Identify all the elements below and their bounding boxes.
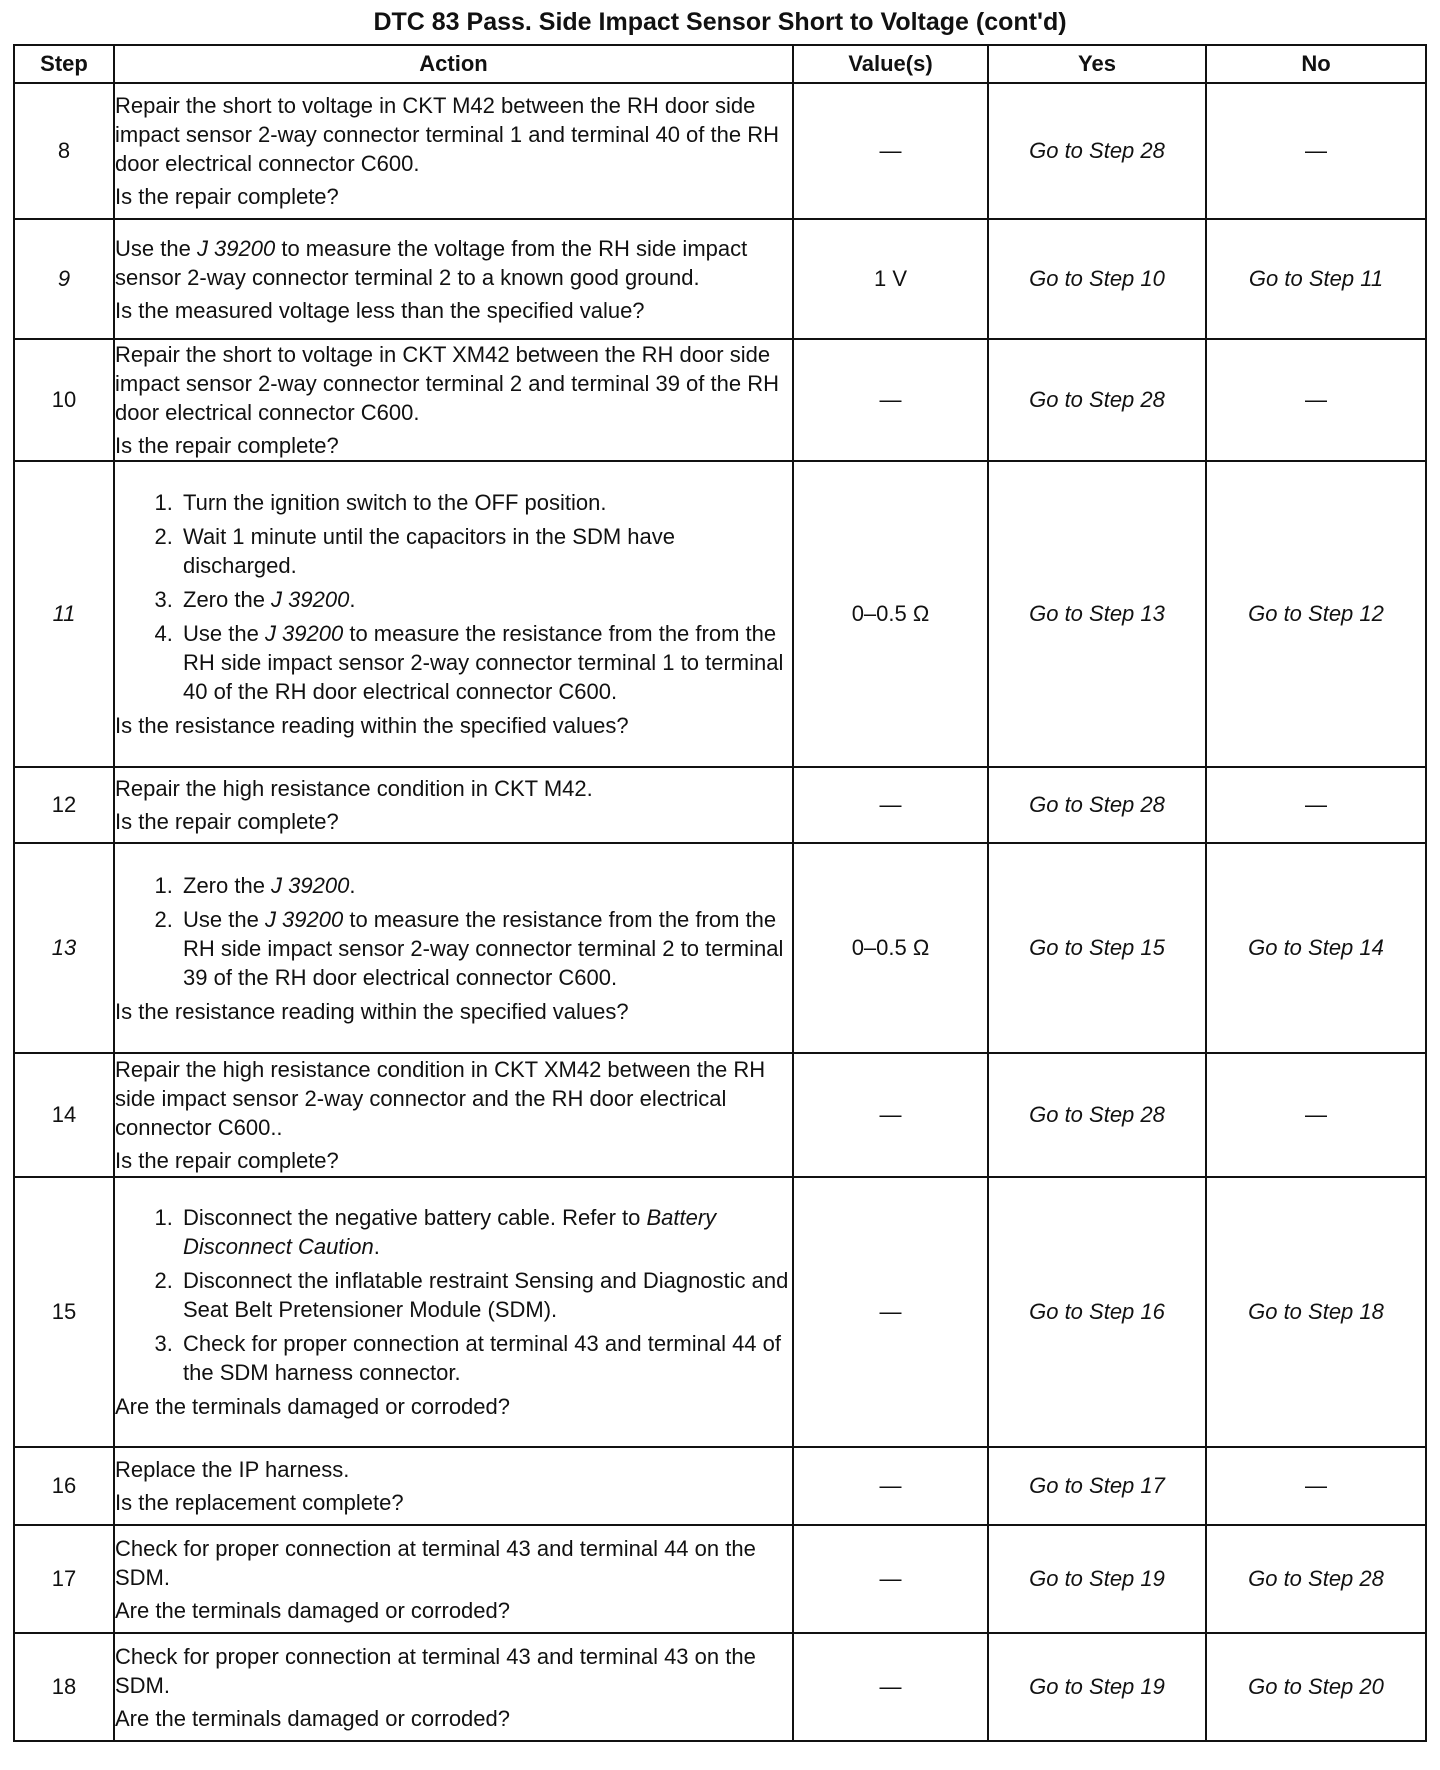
action-text: Check for proper connection at terminal 43 and terminal 44 on the SDM. bbox=[115, 1535, 756, 1590]
action-question: Are the terminals damaged or corroded? bbox=[115, 1394, 510, 1419]
no-cell: Go to Step 20 bbox=[1206, 1633, 1426, 1741]
procedure-list bbox=[115, 1203, 792, 1387]
action-question: Is the resistance reading within the specified values? bbox=[115, 713, 629, 738]
action-text bbox=[115, 234, 792, 292]
list-item bbox=[179, 1203, 792, 1261]
list-item bbox=[179, 619, 792, 706]
yes-cell: Go to Step 10 bbox=[988, 219, 1206, 339]
yes-cell: Go to Step 19 bbox=[988, 1633, 1206, 1741]
list-item-post: . bbox=[373, 1234, 380, 1259]
no-cell: — bbox=[1206, 83, 1426, 219]
action-cell bbox=[114, 219, 793, 339]
action-cell bbox=[114, 1633, 793, 1741]
yes-cell: Go to Step 28 bbox=[988, 767, 1206, 843]
table-row bbox=[14, 1447, 1426, 1525]
action-text: Repair the high resistance condition in CKT M42. bbox=[115, 776, 593, 801]
action-text: Replace the IP harness. bbox=[115, 1457, 350, 1482]
action-text-post: to measure the voltage from the RH side impact sensor 2-way connector terminal 2 to a known good ground. bbox=[115, 235, 748, 290]
table-row bbox=[14, 1053, 1426, 1177]
action-question: Is the replacement complete? bbox=[115, 1490, 404, 1515]
action-cell bbox=[114, 83, 793, 219]
action-question: Are the terminals damaged or corroded? bbox=[115, 1705, 510, 1731]
header-action: Action bbox=[114, 45, 793, 83]
value-cell: — bbox=[793, 1053, 988, 1177]
table-row bbox=[14, 843, 1426, 1053]
tool-reference: J 39200 bbox=[271, 587, 350, 612]
list-item-pre: Disconnect the negative battery cable. Refer to bbox=[183, 1205, 647, 1230]
action-cell bbox=[114, 1525, 793, 1633]
value-cell: 1 V bbox=[793, 219, 988, 339]
value-cell: — bbox=[793, 767, 988, 843]
action-cell bbox=[114, 1447, 793, 1525]
step-number: 12 bbox=[14, 767, 114, 843]
step-number: 16 bbox=[14, 1447, 114, 1525]
yes-cell: Go to Step 28 bbox=[988, 1053, 1206, 1177]
action-question: Is the measured voltage less than the specified value? bbox=[115, 297, 645, 323]
action-text-pre: Use the bbox=[115, 235, 197, 261]
step-number: 18 bbox=[14, 1633, 114, 1741]
action-cell bbox=[114, 339, 793, 461]
table-row bbox=[14, 767, 1426, 843]
action-cell bbox=[114, 1053, 793, 1177]
action-text: Check for proper connection at terminal 43 and terminal 43 on the SDM. bbox=[115, 1643, 756, 1698]
action-question: Is the repair complete? bbox=[115, 433, 339, 458]
list-item-pre: Zero the bbox=[183, 587, 272, 612]
value-cell: — bbox=[793, 339, 988, 461]
no-cell: Go to Step 28 bbox=[1206, 1525, 1426, 1633]
yes-cell: Go to Step 16 bbox=[988, 1177, 1206, 1447]
step-number: 8 bbox=[14, 83, 114, 219]
step-number: 15 bbox=[14, 1177, 114, 1447]
page-title: DTC 83 Pass. Side Impact Sensor Short to Voltage (cont'd) bbox=[373, 8, 1067, 36]
header-yes: Yes bbox=[988, 45, 1206, 83]
tool-reference: J 39200 bbox=[264, 621, 344, 646]
list-item-pre: Zero the bbox=[183, 872, 272, 898]
action-question: Are the terminals damaged or corroded? bbox=[115, 1597, 510, 1623]
list-item-pre: Use the bbox=[183, 621, 265, 646]
list-item-post: . bbox=[349, 872, 356, 898]
value-cell: 0–0.5 Ω bbox=[793, 843, 988, 1053]
no-cell: Go to Step 12 bbox=[1206, 461, 1426, 767]
action-question: Is the resistance reading within the specified values? bbox=[115, 998, 629, 1024]
no-cell: Go to Step 11 bbox=[1206, 219, 1426, 339]
yes-cell: Go to Step 15 bbox=[988, 843, 1206, 1053]
list-item-post: to measure the resistance from the from the RH side impact sensor 2-way connector terminal 1 to terminal 40 of the RH door electrical connector C600. bbox=[183, 621, 784, 704]
no-cell: — bbox=[1206, 339, 1426, 461]
tool-reference: J 39200 bbox=[196, 235, 276, 261]
list-item: 3. Check for proper connection at terminal 43 and terminal 44 of the SDM harness connector. bbox=[179, 1329, 792, 1387]
header-value: Value(s) bbox=[793, 45, 988, 83]
header-step: Step bbox=[14, 45, 114, 83]
no-cell: — bbox=[1206, 1053, 1426, 1177]
value-cell: 0–0.5 Ω bbox=[793, 461, 988, 767]
action-question: Is the repair complete? bbox=[115, 184, 339, 209]
table-row bbox=[14, 461, 1426, 767]
value-cell: — bbox=[793, 1525, 988, 1633]
yes-cell: Go to Step 28 bbox=[988, 83, 1206, 219]
tool-reference: J 39200 bbox=[271, 872, 350, 898]
action-cell bbox=[114, 767, 793, 843]
step-number: 13 bbox=[14, 843, 114, 1053]
no-cell: Go to Step 18 bbox=[1206, 1177, 1426, 1447]
list-item: 2. Wait 1 minute until the capacitors in the SDM have discharged. bbox=[179, 522, 792, 580]
step-number: 11 bbox=[14, 461, 114, 767]
value-cell: — bbox=[793, 83, 988, 219]
yes-cell: Go to Step 17 bbox=[988, 1447, 1206, 1525]
table-row bbox=[14, 83, 1426, 219]
list-item bbox=[179, 585, 792, 614]
value-cell: — bbox=[793, 1633, 988, 1741]
diagnostic-table bbox=[13, 44, 1427, 1742]
yes-cell: Go to Step 13 bbox=[988, 461, 1206, 767]
caution-reference: Battery Disconnect Caution bbox=[183, 1205, 717, 1259]
list-item bbox=[179, 905, 792, 992]
table-row bbox=[14, 1525, 1426, 1633]
header-row bbox=[14, 45, 1426, 83]
yes-cell: Go to Step 19 bbox=[988, 1525, 1206, 1633]
table-row bbox=[14, 1177, 1426, 1447]
action-question: Is the repair complete? bbox=[115, 809, 339, 834]
procedure-list bbox=[115, 488, 792, 706]
table-row bbox=[14, 339, 1426, 461]
table-row bbox=[14, 1633, 1426, 1741]
action-cell bbox=[114, 1177, 793, 1447]
action-text: Repair the high resistance condition in CKT XM42 between the RH side impact sensor 2-way connector and the RH door electrical connector C600.. bbox=[115, 1057, 766, 1140]
list-item-post: to measure the resistance from the from the RH side impact sensor 2-way connector terminal 2 to terminal 39 of the RH door electrical connector C600. bbox=[183, 906, 784, 990]
tool-reference: J 39200 bbox=[264, 906, 344, 932]
step-number: 14 bbox=[14, 1053, 114, 1177]
value-cell: — bbox=[793, 1447, 988, 1525]
no-cell: — bbox=[1206, 767, 1426, 843]
procedure-list bbox=[115, 871, 792, 992]
no-cell: — bbox=[1206, 1447, 1426, 1525]
list-item-pre: Use the bbox=[183, 906, 265, 932]
action-cell bbox=[114, 843, 793, 1053]
list-item-post: . bbox=[349, 587, 356, 612]
header-no: No bbox=[1206, 45, 1426, 83]
action-text: Repair the short to voltage in CKT XM42 between the RH door side impact sensor 2-way connector terminal 2 and terminal 39 of the RH door electrical connector C600. bbox=[115, 342, 779, 425]
yes-cell: Go to Step 28 bbox=[988, 339, 1206, 461]
action-text: Repair the short to voltage in CKT M42 between the RH door side impact sensor 2-way connector terminal 1 and terminal 40 of the RH door electrical connector C600. bbox=[115, 93, 779, 176]
no-cell: Go to Step 14 bbox=[1206, 843, 1426, 1053]
action-question: Is the repair complete? bbox=[115, 1148, 339, 1173]
action-cell bbox=[114, 461, 793, 767]
list-item bbox=[179, 871, 792, 900]
table-row bbox=[14, 219, 1426, 339]
value-cell: — bbox=[793, 1177, 988, 1447]
step-number: 9 bbox=[14, 219, 114, 339]
list-item: 1. Turn the ignition switch to the OFF position. bbox=[179, 488, 792, 517]
list-item: 2. Disconnect the inflatable restraint Sensing and Diagnostic and Seat Belt Pretensioner Module (SDM). bbox=[179, 1266, 792, 1324]
step-number: 17 bbox=[14, 1525, 114, 1633]
step-number: 10 bbox=[14, 339, 114, 461]
